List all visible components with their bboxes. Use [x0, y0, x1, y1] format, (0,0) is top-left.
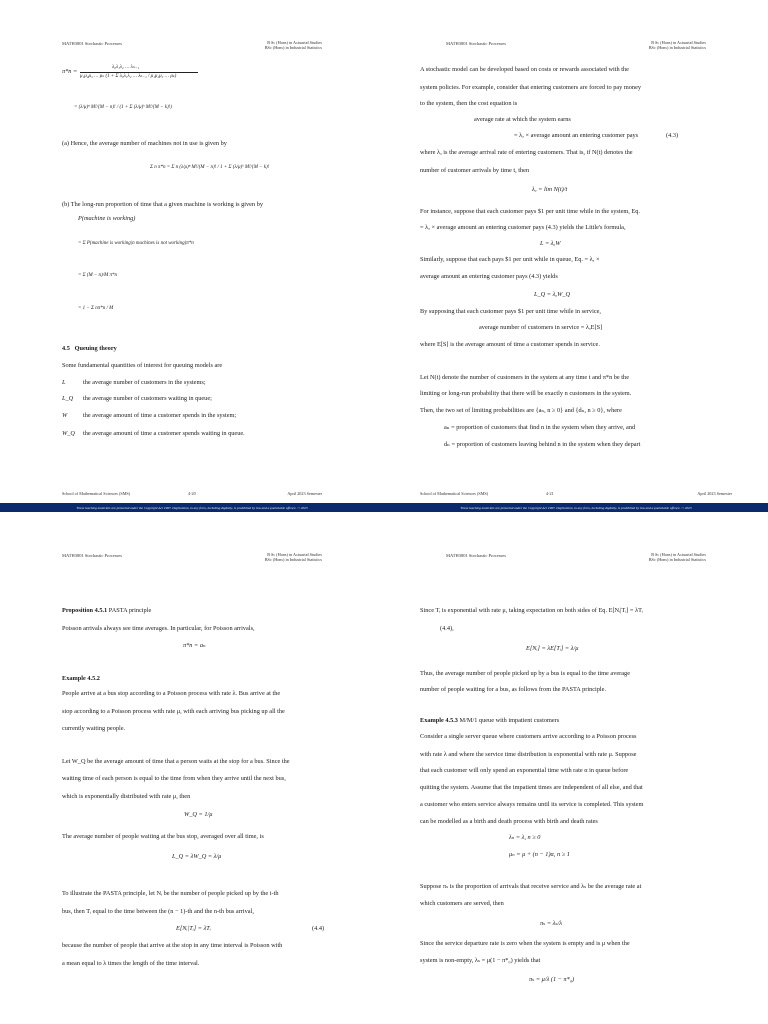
eq-b3: = 1 − Σ nπ*n / M: [78, 306, 114, 311]
def-text: the average number of customers in the systems;: [83, 379, 206, 386]
consider-line4: quitting the system. Assume that the impatient times are independent of all else, and that: [420, 784, 643, 791]
header-course: MATH3801 Stochastic Processes: [446, 553, 506, 558]
para1-line1: A stochastic model can be developed based on costs or rewards associated with the: [420, 66, 629, 73]
thus-line2: number of people waiting for a bus, as follows from the PASTA principle.: [420, 686, 607, 693]
lq-equation: L_Q = λW_Q = λ/μ: [172, 853, 222, 860]
def-symbol: L_Q: [62, 395, 74, 402]
header-course: MATH3801 Stochastic Processes: [446, 41, 506, 46]
example-line3: currently waiting people.: [62, 725, 126, 732]
header-program-line2: BSc (Hons) in Industrial Statistics: [264, 557, 322, 563]
example-title: M/M/1 queue with impatient customers: [459, 717, 560, 724]
footer-semester: April 2023 Semester: [697, 491, 732, 496]
eq-pi-lhs: π*n =: [62, 68, 78, 75]
a-n-definition: aₙ = proportion of customers that find n in the system when they arrive, and: [444, 424, 636, 431]
littles-formula-queue: L_Q = λₐW_Q: [534, 291, 571, 298]
eq-number-4-4: (4.4): [312, 925, 325, 932]
because-line2: a mean equal to λ times the length of the time interval.: [62, 960, 200, 967]
average-line: The average number of people waiting at the bus stop, averaged over all time, is: [62, 833, 264, 840]
header-program-line1: B Sc (Hons) in Actuarial Studies: [267, 552, 322, 557]
def-symbol: W_Q: [62, 430, 75, 437]
service-equation: average number of customers in service = λₐE[S]: [479, 324, 603, 331]
item-b: (b) The long-run proportion of time that a given machine is working is given by: [62, 201, 263, 208]
example-line1: People arrive at a bus stop according to a Poisson process with rate λ. Bus arrive at the: [62, 690, 281, 697]
pi-s-equation: πₛ = λₛ/λ: [540, 920, 562, 927]
example-line1: For instance, suppose that each customer pays $1 per unit time while in the system, Eq.: [420, 208, 640, 215]
copyright-band: These teaching materials are protected under the Copyright Act 1987. Duplication, in any form, including digitally, is prohibited by law and a punishable offence. © 2023: [0, 503, 384, 512]
cost-line2: = λₐ × average amount an entering customer pays: [514, 132, 639, 139]
similarly-line1: Similarly, suppose that each pays $1 per unit while in queue, Eq. = λₐ ×: [420, 256, 600, 263]
cost-line1: average rate at which the system earns: [474, 116, 571, 123]
footer-page-number: 4-20: [188, 491, 196, 496]
page-4-21: [384, 0, 768, 512]
consider-line1: Consider a single server queue where customers arrive according to a Poisson process: [420, 733, 637, 740]
header-program-line2: BSc (Hons) in Industrial Statistics: [648, 557, 706, 563]
littles-formula: L = λₐW: [540, 240, 561, 247]
def-text: the average number of customers waiting in queue;: [83, 395, 212, 402]
suppose-line1: Suppose πₛ is the proportion of arrivals that receive service and λₛ be the average rate at: [420, 883, 642, 890]
page-4-23: [384, 512, 768, 1024]
header-program-line2: BSc (Hons) in Industrial Statistics: [264, 45, 322, 51]
proposition-title: PASTA principle: [108, 607, 152, 614]
eq-second: = (λ/μ)ⁿ M!/(M − n)! / (1 + Σ (λ/μ)ᵏ M!/(M − k)!): [74, 105, 172, 110]
consider-line5: a customer who enters service always remains until its service is completed. This system: [420, 801, 644, 808]
proposition-heading: [62, 607, 151, 615]
similarly-line2: average amount an entering customer pays (4.3) yields: [420, 273, 558, 280]
def-text: the average amount of time a customer spends in the system;: [83, 412, 237, 419]
item-b-prob: P(machine is working): [78, 215, 136, 222]
proposition-label: Proposition 4.5.1: [62, 607, 108, 614]
header-program: [265, 40, 322, 50]
lambda-a-equation: λₐ = lim N(t)/t: [532, 186, 568, 193]
item-a: (a) Hence, the average number of machines not in use is given by: [62, 140, 227, 147]
para1-line3: to the system, then the cost equation is: [420, 100, 518, 107]
wq-equation: W_Q = 1/μ: [184, 811, 213, 818]
where-service: where E[S] is the average amount of time a customer spends in service.: [420, 341, 600, 348]
thus-line1: Thus, the average number of people picked up by a bus is equal to the time average: [420, 670, 630, 677]
footer-page-number: 4-21: [546, 491, 554, 496]
eq-pi-numerator: λ₀λ₁λ₂ … λₙ₋₁: [112, 65, 140, 70]
proposition-equation: π*n = aₙ: [183, 642, 206, 649]
wq-line1: Let W_Q be the average amount of time that a person waits at the stop for a bus. Since the: [62, 758, 290, 765]
service-line2: system is non-empty, λₛ = μ(1 − π*₀) yields that: [420, 957, 541, 964]
wq-line2: waiting time of each person is equal to the time from when they arrive until the next bus,: [62, 775, 286, 782]
header-program: [649, 552, 706, 562]
supposing-line: By supposing that each customer pays $1 per unit time while in service,: [420, 308, 601, 315]
section-title: Queuing theory: [74, 345, 117, 352]
illustrate-line2: bus, then Tᵢ equal to the time between the (n − 1)-th and the n-th bus arrival,: [62, 908, 254, 915]
suppose-line2: which customers are served, then: [420, 900, 504, 907]
section-intro: Some fundamental quantities of interest for queuing models are: [62, 362, 223, 369]
example-heading: [420, 717, 559, 725]
service-line1: Since the service departure rate is zero when the system is empty and is μ when the: [420, 940, 630, 947]
footer-semester: April 2023 Semester: [287, 491, 322, 496]
header-program-line1: B Sc (Hons) in Actuarial Studies: [267, 40, 322, 45]
expectation-equation: E[Nᵢ] = λE[Tᵢ] = λ/μ: [526, 645, 579, 652]
consider-line6: can be modelled as a birth and death process with birth and death rates: [420, 818, 598, 825]
limiting-line2: limiting or long-run probability that there will be exactly n customers in the system.: [420, 390, 632, 397]
eq-a: Σ n π*n = Σ n (λ/μ)ⁿ M!/(M − n)! / 1 + Σ (λ/μ)ᵏ M!/(M − k)!: [150, 165, 270, 170]
example-line2: stop according to a Poisson process with rate μ, with each arriving bus picking up all the: [62, 708, 285, 715]
footer-school: School of Mathematical Sciences (SMS): [420, 491, 489, 496]
header-program: [265, 552, 322, 562]
example-label: Example 4.5.3: [420, 717, 458, 724]
limiting-line3: Then, the two set of limiting probabilities are {aₙ, n ≥ 0} and {dₙ, n ≥ 0}, where: [420, 407, 622, 414]
section-number: 4.5: [62, 345, 70, 352]
def-text: the average amount of time a customer spends waiting in queue.: [83, 430, 245, 437]
def-symbol: L: [62, 379, 66, 386]
illustrate-line1: To illustrate the PASTA principle, let Nᵢ be the number of people picked up by the i-th: [62, 890, 279, 897]
def-symbol: W: [62, 412, 68, 419]
because-line1: because the number of people that arrive at the stop in any time interval is Poisson with: [62, 942, 283, 949]
wq-line3: which is exponentially distributed with rate μ, then: [62, 793, 191, 800]
example-line2: = λₐ × average amount an entering customer pays (4.3) yields the Little's formula,: [420, 224, 626, 231]
limiting-line1: Let N(t) denote the number of customers in the system at any time t and π*n be the: [420, 374, 629, 381]
footer-school: School of Mathematical Sciences (SMS): [62, 491, 131, 496]
since-line2: (4.4),: [440, 625, 454, 632]
conditional-equation: E[Nᵢ|Tᵢ] = λTᵢ: [176, 925, 211, 932]
consider-line2: with rate λ and where the service time distribution is exponential with rate μ. Suppose: [420, 751, 637, 758]
section-heading: [62, 345, 117, 353]
proposition-text: Poisson arrivals always see time averages. In particular, for Poisson arrivals,: [62, 625, 255, 632]
since-line1: Since Tᵢ is exponential with rate μ, taking expectation on both sides of Eq. E[Nᵢ|Tᵢ] = λTᵢ: [420, 607, 643, 614]
header-program: [649, 40, 706, 50]
copyright-band: These teaching materials are protected under the Copyright Act 1987. Duplication, in any form, including digitally, is prohibited by law and a punishable offence. © 2023: [384, 503, 768, 512]
eq-number-4-3: (4.3): [666, 132, 679, 139]
header-program-line1: B Sc (Hons) in Actuarial Studies: [651, 552, 706, 557]
eq-b2: = Σ (M − n)/M π*n: [78, 273, 118, 278]
example-heading: Example 4.5.2: [62, 675, 100, 682]
header-program-line2: BSc (Hons) in Industrial Statistics: [648, 45, 706, 51]
para1-line2: system policies. For example, consider that entering customers are forced to pay money: [420, 84, 642, 91]
page-4-20: [0, 0, 384, 512]
death-rate: μₙ = μ + (n − 1)α, n ≥ 1: [509, 851, 570, 858]
birth-rate: λₙ = λ, n ≥ 0: [509, 834, 541, 841]
where-line2: number of customer arrivals by time t, then: [420, 167, 530, 174]
consider-line3: that each customer will only spend an exponential time with rate α in queue before: [420, 767, 629, 774]
eq-b1: = Σ P(machine is working|n machines is not working)π*n: [78, 241, 194, 246]
final-equation: πₛ = μ/λ (1 − π*₀): [529, 976, 575, 983]
header-course: MATH3801 Stochastic Processes: [62, 553, 122, 558]
where-line1: where λₐ is the average arrival rate of entering customers. That is, if N(t) denotes the: [420, 149, 633, 156]
eq-pi-denominator: μ₁μ₂μ₃ … μₙ (1 + Σ λ₀λ₁λ₂ … λₖ₋₁ / μ₁μ₂μ₃ … μₖ): [80, 74, 177, 79]
d-n-definition: dₙ = proportion of customers leaving behind n in the system when they depart: [444, 441, 641, 448]
header-course: MATH3801 Stochastic Processes: [62, 41, 122, 46]
page-4-22: [0, 512, 384, 1024]
header-program-line1: B Sc (Hons) in Actuarial Studies: [651, 40, 706, 45]
